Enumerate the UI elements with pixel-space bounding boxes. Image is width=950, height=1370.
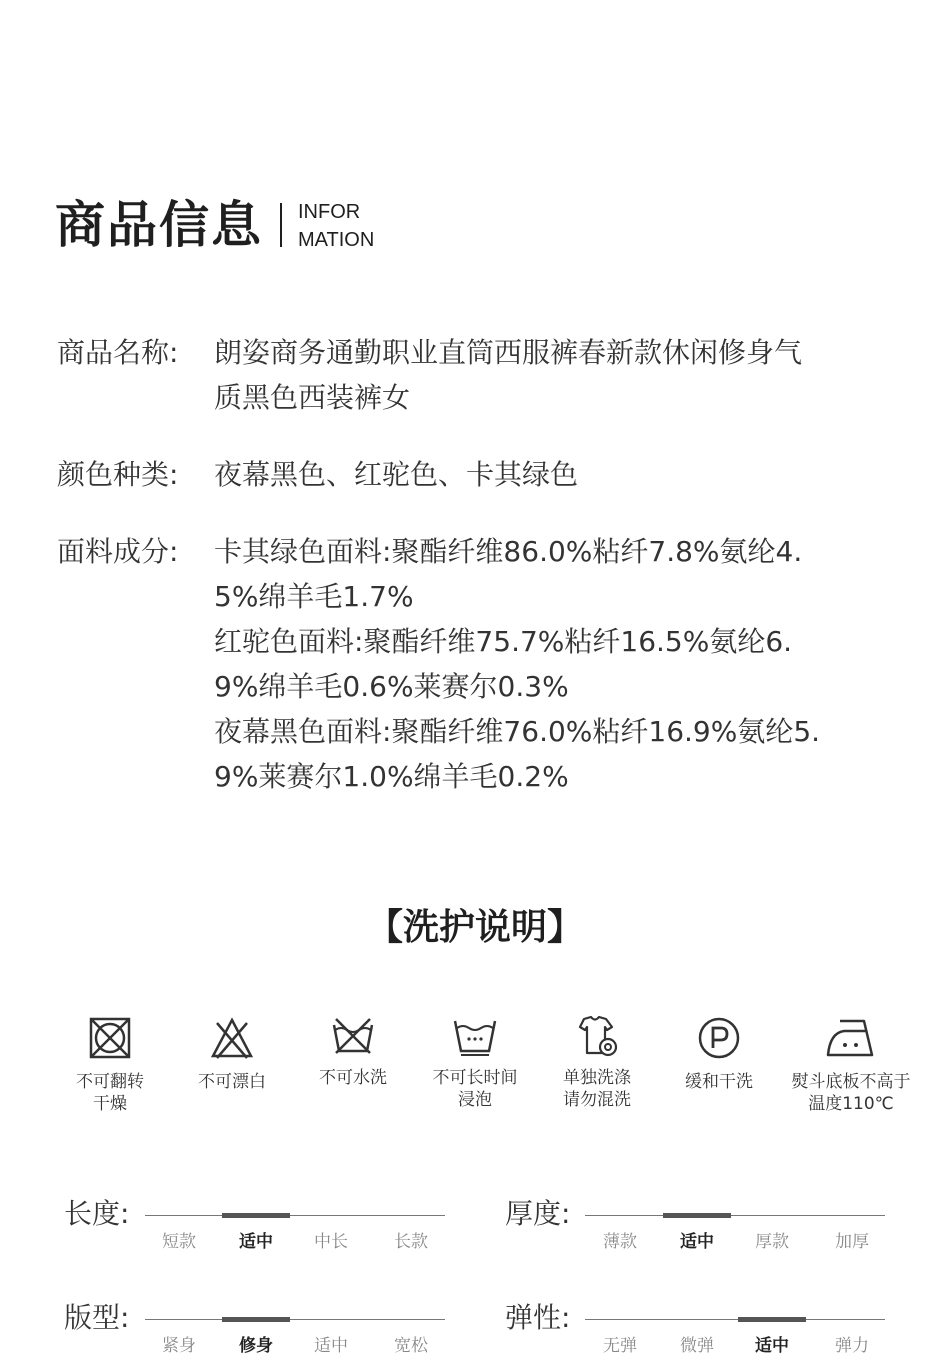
- thickness-label: 厚度:: [505, 1197, 571, 1230]
- care-item-iron: [786, 1015, 916, 1115]
- subtitle-line-1: INFOR: [298, 201, 361, 223]
- length-option: 长款: [394, 1232, 428, 1252]
- care-label: [654, 1071, 784, 1093]
- care-item-gentle-dry-clean: [654, 1015, 784, 1093]
- care-label-line: 温度110℃: [808, 1094, 894, 1114]
- care-label-line: 缓和干洗: [685, 1072, 753, 1092]
- elasticity-label: 弹性:: [505, 1301, 571, 1334]
- care-label-line: 干燥: [93, 1094, 127, 1114]
- care-label-line: 不可翻转: [76, 1072, 144, 1092]
- elasticity-option: 微弹: [680, 1336, 714, 1356]
- page-subtitle: [298, 198, 374, 254]
- thickness-option: 加厚: [835, 1232, 869, 1252]
- care-label: [45, 1071, 175, 1115]
- elasticity-scale-line: [585, 1319, 885, 1320]
- thickness-scale-line: [585, 1215, 885, 1216]
- care-item-no-tumble-dry: [45, 1015, 175, 1115]
- product-name-line: 质黑色西装裤女: [214, 381, 411, 414]
- elasticity-selected-marker: [738, 1317, 806, 1322]
- product-name-row: [57, 330, 907, 420]
- care-label-line: 不可水洗: [319, 1068, 387, 1088]
- care-label-line: 请勿混洗: [563, 1090, 631, 1110]
- care-title: 【洗护说明】: [366, 907, 583, 948]
- fit-option: 紧身: [162, 1336, 196, 1356]
- elasticity-option: 弹力: [835, 1336, 869, 1356]
- care-label: [781, 1071, 921, 1115]
- thickness-option-selected: 适中: [680, 1232, 714, 1252]
- fabric-row: [57, 529, 907, 799]
- care-item-separate-wash: [532, 1013, 662, 1111]
- care-item-no-soak: [410, 1013, 540, 1111]
- care-label-line: 不可漂白: [198, 1072, 266, 1092]
- care-label-line: 浸泡: [458, 1090, 492, 1110]
- fabric-line: 5%绵羊毛1.7%: [214, 580, 414, 613]
- fabric-line: 红驼色面料:聚酯纤维75.7%粘纤16.5%氨纶6.: [214, 625, 793, 658]
- length-scale-line: [145, 1215, 445, 1216]
- care-label: [167, 1071, 297, 1093]
- fit-label: 版型:: [64, 1301, 130, 1334]
- title-divider: [280, 203, 282, 247]
- length-label: 长度:: [64, 1197, 130, 1230]
- product-name-label: 商品名称:: [57, 336, 179, 369]
- product-name-value: [214, 330, 904, 420]
- fit-option: 宽松: [394, 1336, 428, 1356]
- fit-option: 适中: [314, 1336, 348, 1356]
- care-item-no-wash: [288, 1013, 418, 1089]
- fabric-line: 卡其绿色面料:聚酯纤维86.0%粘纤7.8%氨纶4.: [214, 535, 803, 568]
- care-label: [410, 1067, 540, 1111]
- fit-option-selected: 修身: [239, 1336, 273, 1356]
- care-label: [532, 1067, 662, 1111]
- no-bleach-icon: [209, 1015, 255, 1061]
- care-label-line: 不可长时间: [432, 1068, 518, 1088]
- care-label-line: 单独洗涤: [563, 1068, 631, 1088]
- color-line: 夜幕黑色、红驼色、卡其绿色: [214, 458, 579, 491]
- length-option: 中长: [314, 1232, 348, 1252]
- length-option: 短款: [162, 1232, 196, 1252]
- thickness-option: 薄款: [603, 1232, 637, 1252]
- fit-scale-line: [145, 1319, 445, 1320]
- length-selected-marker: [222, 1213, 290, 1218]
- subtitle-line-2: MATION: [298, 229, 375, 251]
- dry-clean-p-icon: [696, 1015, 742, 1061]
- color-value: [214, 452, 904, 497]
- fit-selected-marker: [222, 1317, 290, 1322]
- care-item-no-bleach: [167, 1015, 297, 1093]
- elasticity-option-selected: 适中: [755, 1336, 789, 1356]
- fabric-value: [214, 529, 904, 799]
- fabric-line: 9%绵羊毛0.6%莱赛尔0.3%: [214, 670, 569, 703]
- fabric-label: 面料成分:: [57, 535, 179, 568]
- page-title: 商品信息: [55, 196, 263, 254]
- wash-tub-icon: [452, 1013, 498, 1059]
- separate-wash-icon: [574, 1013, 620, 1059]
- length-option-selected: 适中: [239, 1232, 273, 1252]
- color-label: 颜色种类:: [57, 458, 179, 491]
- fabric-line: 9%莱赛尔1.0%绵羊毛0.2%: [214, 760, 569, 793]
- thickness-option: 厚款: [755, 1232, 789, 1252]
- no-wash-icon: [330, 1013, 376, 1059]
- thickness-selected-marker: [663, 1213, 731, 1218]
- elasticity-option: 无弹: [603, 1336, 637, 1356]
- care-label: [288, 1067, 418, 1089]
- iron-icon: [824, 1015, 878, 1061]
- no-tumble-dry-icon: [87, 1015, 133, 1061]
- product-name-line: 朗姿商务通勤职业直筒西服裤春新款休闲修身气: [214, 336, 803, 369]
- color-row: [57, 452, 907, 497]
- fabric-line: 夜幕黑色面料:聚酯纤维76.0%粘纤16.9%氨纶5.: [214, 715, 821, 748]
- care-label-line: 熨斗底板不高于: [791, 1072, 911, 1092]
